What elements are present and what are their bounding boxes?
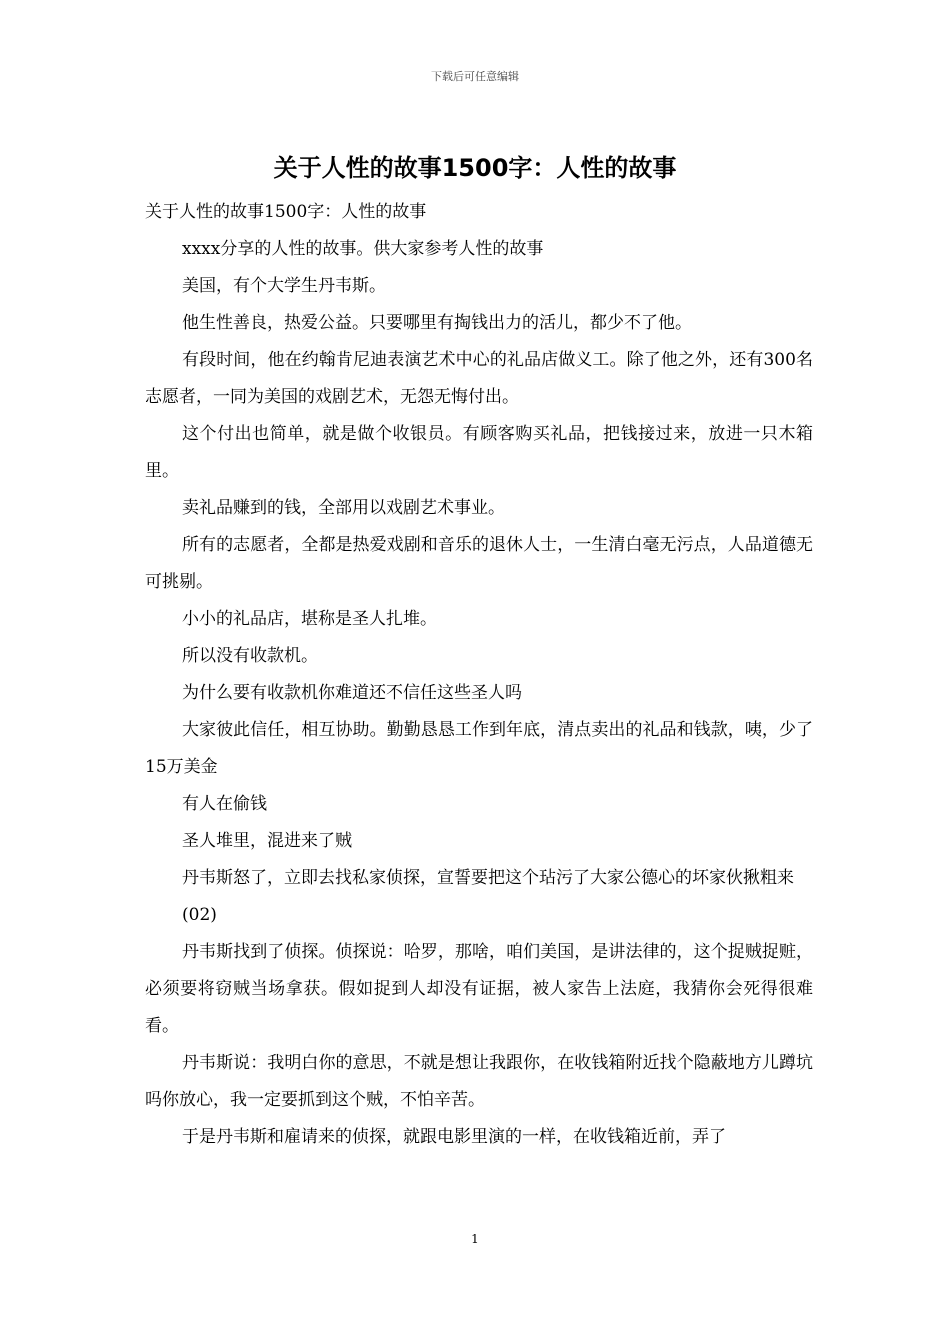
body-paragraph: 美国，有个大学生丹韦斯。 xyxy=(182,276,386,296)
body-paragraph: 他生性善良，热爱公益。只要哪里有掏钱出力的活儿，都少不了他。 xyxy=(182,313,692,333)
body-paragraph: 小小的礼品店，堪称是圣人扎堆。 xyxy=(182,609,437,629)
body-paragraph: (02) xyxy=(182,905,217,925)
body-paragraph: 丹韦斯找到了侦探。侦探说：哈罗，那啥，咱们美国，是讲法律的，这个捉贼捉赃，必须要将窃贼当场拿获。假如捉到人却没有证据，被人家告上法庭，我猜你会死得很难看。 xyxy=(145,942,813,1036)
body-paragraph: xxxx分享的人性的故事。供大家参考人性的故事 xyxy=(182,239,544,259)
body-paragraph: 丹韦斯怒了，立即去找私家侦探，宣誓要把这个玷污了大家公德心的坏家伙揪粗来 xyxy=(182,868,794,888)
body-paragraph: 大家彼此信任，相互协助。勤勤恳恳工作到年底，清点卖出的礼品和钱款，咦，少了15万美金 xyxy=(145,720,813,777)
header-note: 下载后可任意编辑 xyxy=(431,70,519,83)
body-paragraph: 所有的志愿者，全都是热爱戏剧和音乐的退休人士，一生清白毫无污点，人品道德无可挑剔。 xyxy=(145,535,813,592)
document-title: 关于人性的故事1500字：人性的故事 xyxy=(273,154,677,182)
body-paragraph: 为什么要有收款机你难道还不信任这些圣人吗 xyxy=(182,683,522,703)
body-paragraph: 圣人堆里，混进来了贼 xyxy=(182,831,352,851)
body-paragraph: 所以没有收款机。 xyxy=(182,646,318,666)
body-paragraph: 丹韦斯说：我明白你的意思，不就是想让我跟你，在收钱箱附近找个隐蔽地方儿蹲坑吗你放心，我一定要抓到这个贼，不怕辛苦。 xyxy=(145,1053,813,1110)
body-paragraph: 关于人性的故事1500字：人性的故事 xyxy=(145,202,427,222)
body-paragraph: 卖礼品赚到的钱，全部用以戏剧艺术事业。 xyxy=(182,498,505,518)
page-number: 1 xyxy=(471,1232,479,1246)
body-paragraph: 于是丹韦斯和雇请来的侦探，就跟电影里演的一样，在收钱箱近前，弄了 xyxy=(182,1127,726,1147)
body-paragraph: 有段时间，他在约翰肯尼迪表演艺术中心的礼品店做义工。除了他之外，还有300名志愿者，一同为美国的戏剧艺术，无怨无悔付出。 xyxy=(145,350,813,407)
document-body xyxy=(145,194,813,1156)
body-paragraph: 有人在偷钱 xyxy=(182,794,267,814)
body-paragraph: 这个付出也简单，就是做个收银员。有顾客购买礼品，把钱接过来，放进一只木箱里。 xyxy=(145,424,813,481)
